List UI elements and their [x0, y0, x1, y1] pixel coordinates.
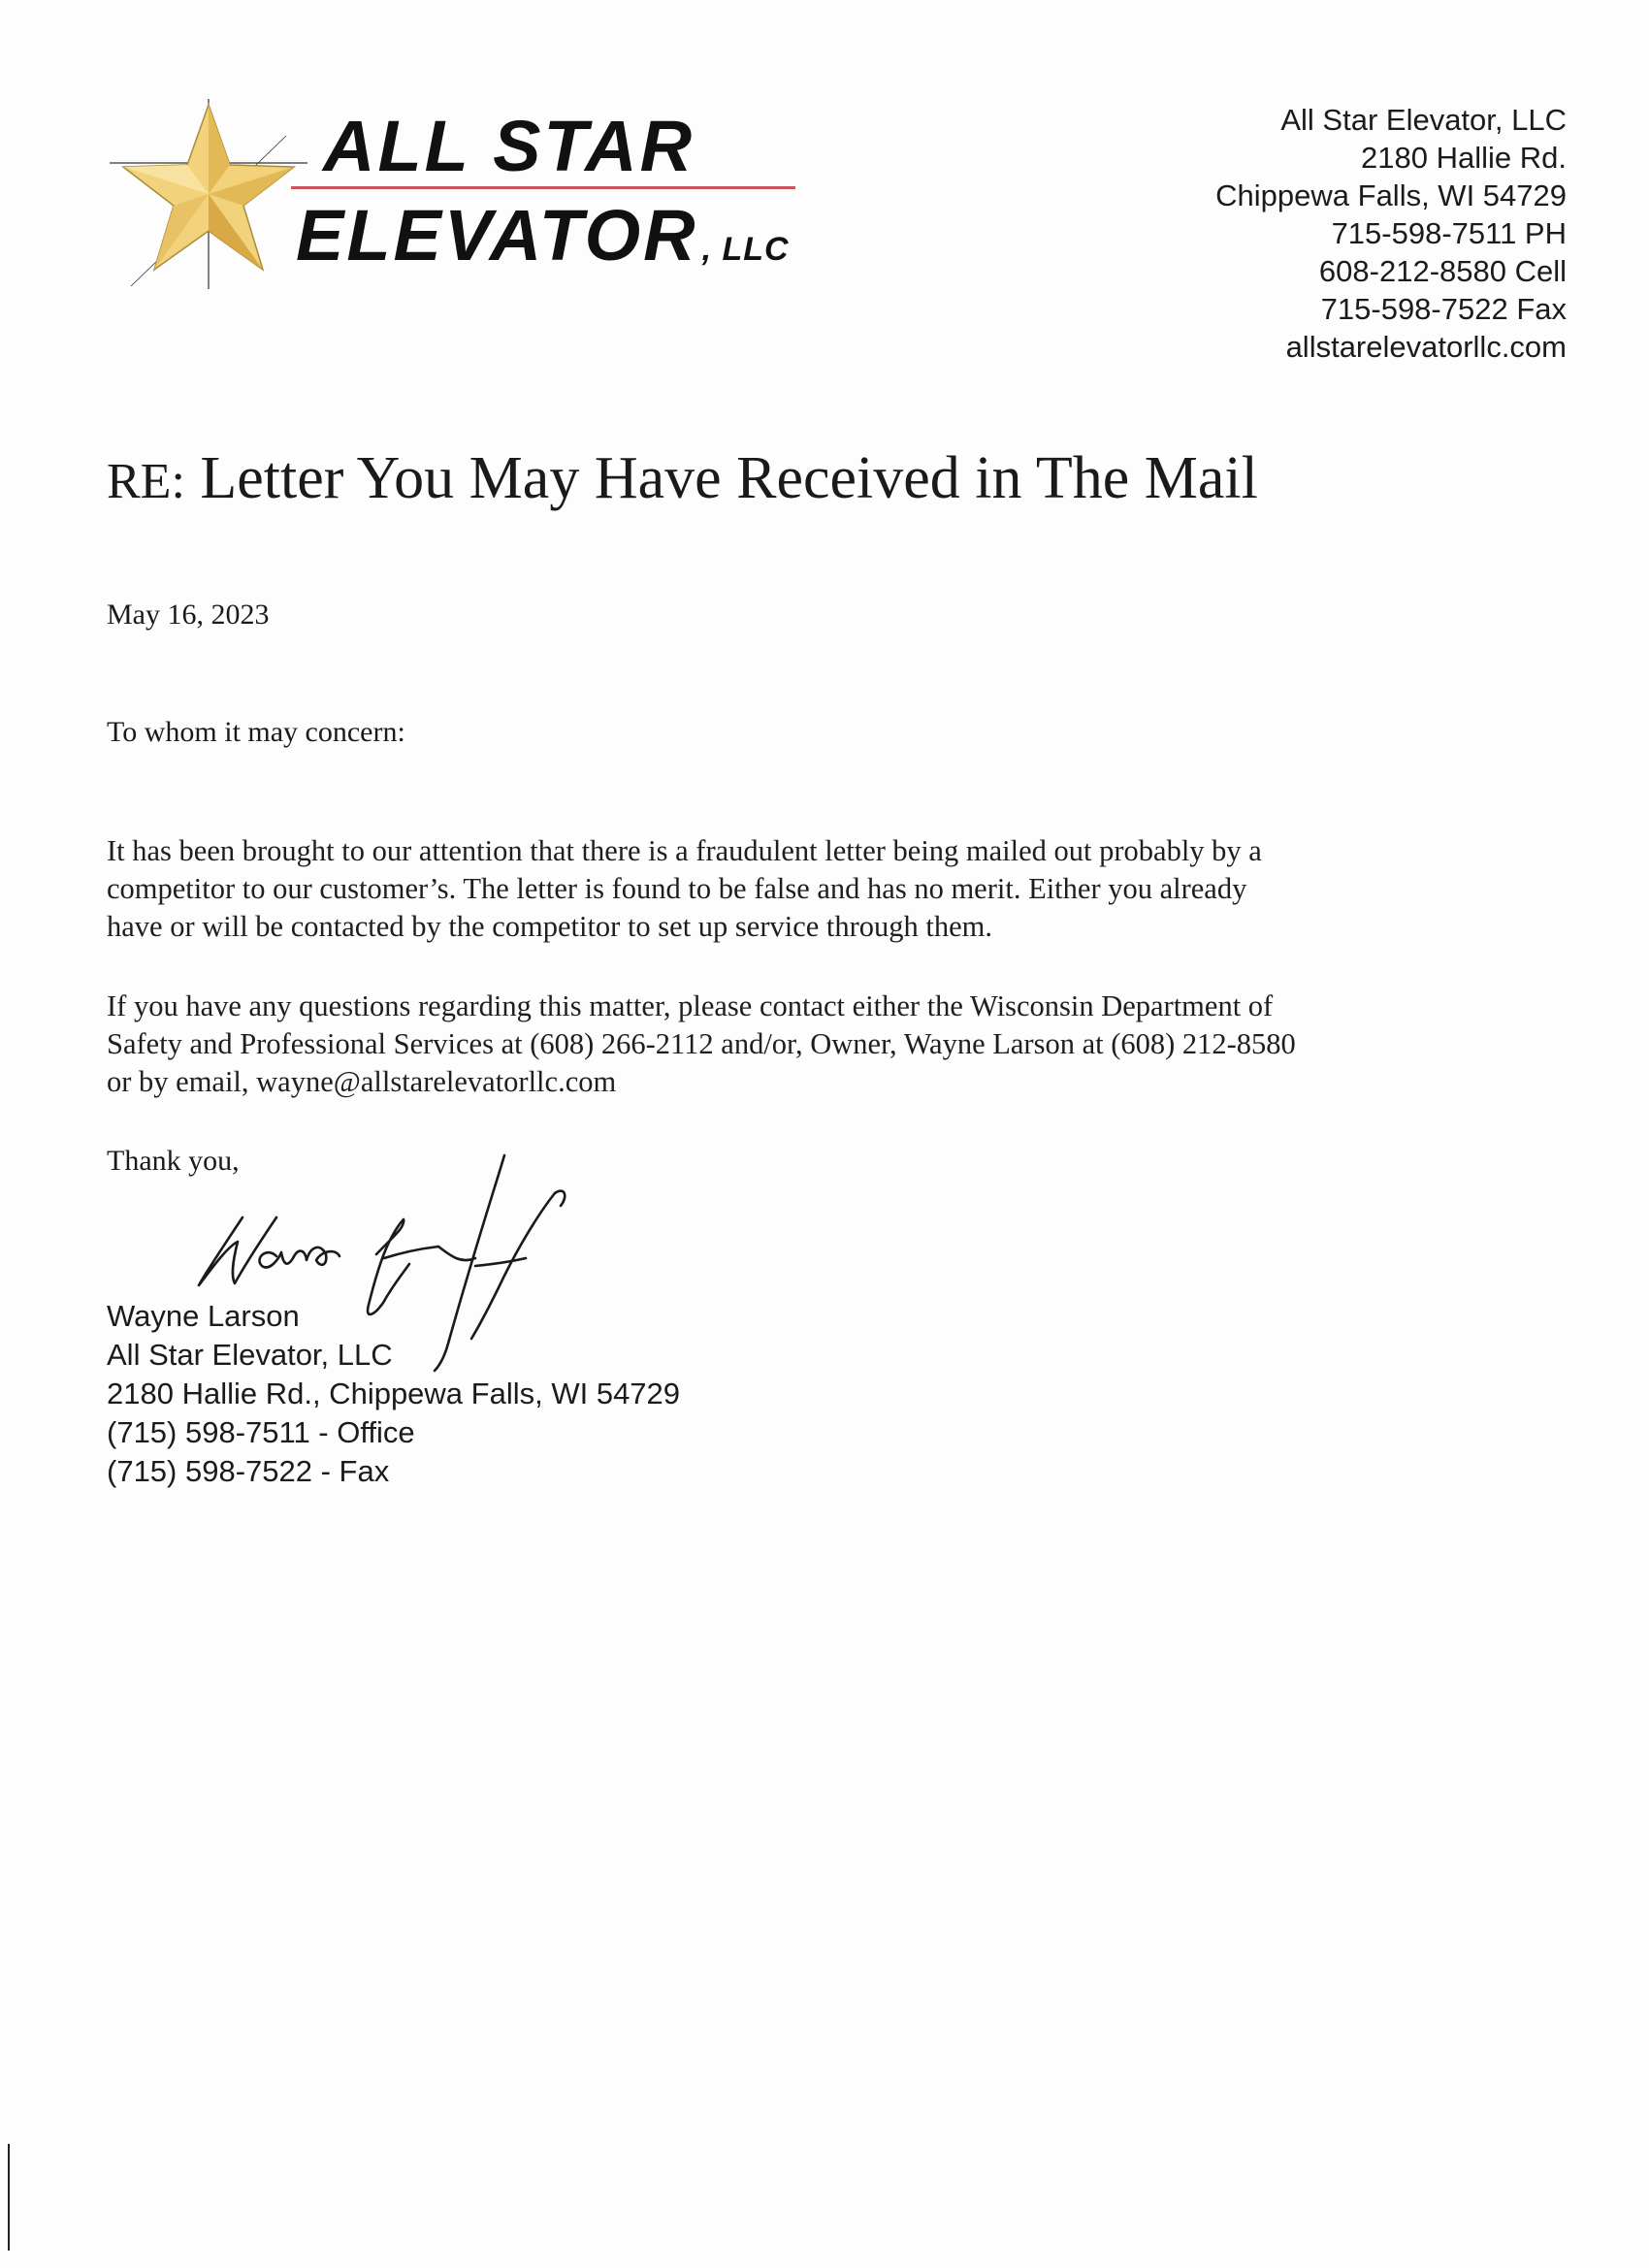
letter-date: May 16, 2023	[107, 599, 270, 631]
logo-divider	[291, 186, 795, 189]
letter-subject	[107, 445, 1258, 511]
scan-edge-line	[8, 2144, 10, 2251]
paragraph-1-line: It has been brought to our attention that there is a fraudulent letter being mailed out probably by a	[107, 834, 1262, 867]
address-company: All Star Elevator, LLC	[1280, 103, 1567, 137]
subject-prefix: RE:	[107, 454, 185, 509]
logo-text-line2	[296, 195, 790, 275]
address-phone: 715-598-7511 PH	[1331, 216, 1567, 250]
signer-name: Wayne Larson	[107, 1299, 300, 1333]
paragraph-1-line: competitor to our customer’s. The letter is found to be false and has no merit. Either you already	[107, 872, 1247, 905]
subject-text: Letter You May Have Received in The Mail	[200, 445, 1258, 511]
paragraph-1	[107, 832, 1262, 946]
paragraph-1-line: have or will be contacted by the competitor to set up service through them.	[107, 910, 993, 943]
paragraph-2-line: If you have any questions regarding this matter, please contact either the Wisconsin Department of	[107, 989, 1274, 1022]
signer-fax: (715) 598-7522 - Fax	[107, 1454, 390, 1488]
signer-office-phone: (715) 598-7511 - Office	[107, 1415, 415, 1449]
signer-company: All Star Elevator, LLC	[107, 1338, 393, 1372]
star-icon	[102, 97, 315, 291]
logo-text-elevator: ELEVATOR	[296, 195, 698, 275]
signer-address: 2180 Hallie Rd., Chippewa Falls, WI 54729	[107, 1377, 681, 1410]
paragraph-2-line: Safety and Professional Services at (608) 266-2112 and/or, Owner, Wayne Larson at (608) 212-8580	[107, 1027, 1296, 1060]
address-fax: 715-598-7522 Fax	[1320, 292, 1567, 326]
company-address	[1215, 101, 1567, 366]
signature-block	[107, 1297, 680, 1491]
address-city: Chippewa Falls, WI 54729	[1215, 178, 1567, 212]
logo-text-suffix: , LLC	[701, 231, 790, 268]
address-cell: 608-212-8580 Cell	[1318, 254, 1567, 288]
logo-text-line1: ALL STAR	[323, 106, 695, 186]
letter-closing: Thank you,	[107, 1145, 240, 1177]
address-website: allstarelevatorllc.com	[1285, 330, 1567, 364]
paragraph-2-line: or by email, wayne@allstarelevatorllc.com	[107, 1065, 617, 1098]
letter-salutation: To whom it may concern:	[107, 716, 405, 748]
company-logo	[102, 97, 810, 301]
paragraph-2	[107, 988, 1296, 1101]
address-street: 2180 Hallie Rd.	[1361, 141, 1567, 175]
